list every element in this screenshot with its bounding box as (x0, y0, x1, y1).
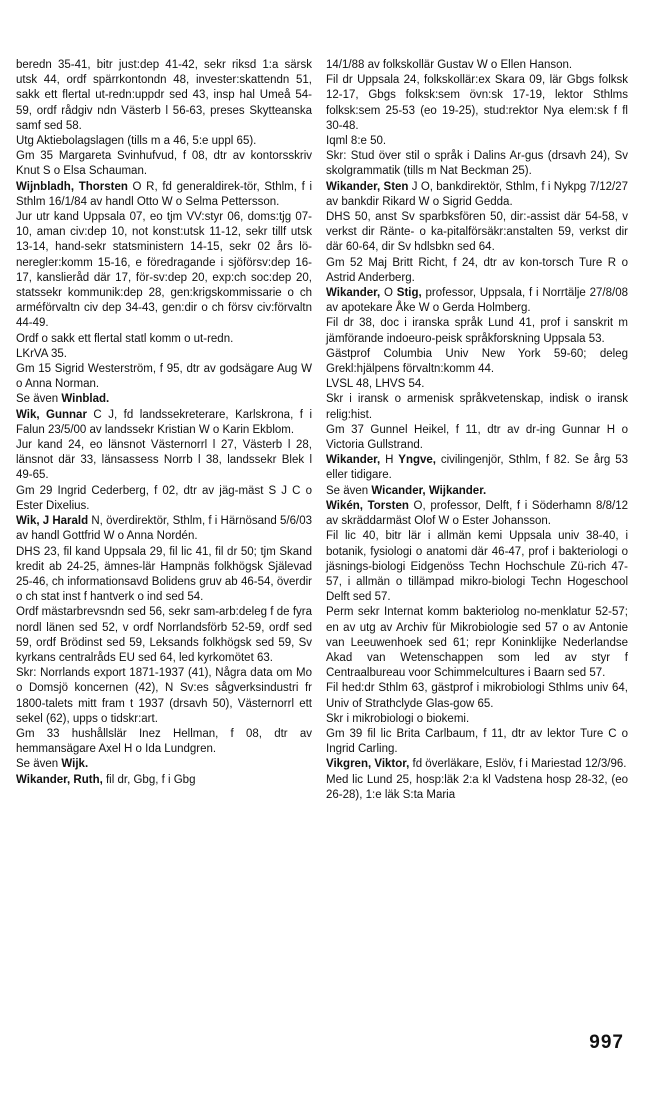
entry-text: O, professor, Delft, f i Söderhamn 8/8/12 av skräddarmäst Olof W o Ester Johansson. (326, 499, 628, 528)
entry-text: Fil dr 38, doc i iranska språk Lund 41, prof i sanskrit m jämförande indoeuro-peisk språkforskning Uppsala 53. (326, 317, 628, 345)
entry-text: Skr: Norrlands export 1871-1937 (41), Några data om Mo o Domsjö koncernen (42), N Sv:es sågverksindustri fr 1800-talets mitt fram t 1937 (drsavh 50), Västernorrl ett sekel (62), upps o tidskr:art. (16, 667, 312, 725)
entry-paragraph (16, 210, 312, 332)
entry-text: Ordf o sakk ett flertal statl komm o ut-redn. (16, 332, 234, 345)
entry-paragraph (326, 134, 628, 149)
entry-text: Fil lic 40, bitr lär i allmän kemi Uppsala univ 38-40, i botanik, fysiologi o anatomi där 46-47, prof i bakteriologi o jäsnings-biologi Eidgenöss Techn Hochschule Zü-rich 47-57, i allmän o tillämpad mikro-biologi Techn Hogeschool Delft sed 57. (326, 530, 628, 604)
entry-paragraph (16, 773, 312, 788)
entry-text: Gm 52 Maj Britt Richt, f 24, dtr av kon-torsch Ture R o Astrid Anderberg. (326, 256, 628, 284)
entry-headword: Yngve, (398, 454, 436, 467)
entry-text: fil dr, Gbg, f i Gbg (102, 773, 196, 786)
entry-paragraph (326, 286, 628, 316)
entry-text: Iqml 8:e 50. (326, 135, 387, 148)
entry-text: Se även (326, 484, 372, 497)
entry-headword: Wikén, Torsten (326, 499, 409, 512)
entry-paragraph (326, 681, 628, 711)
entry-text: Skr i mikrobiologi o biokemi. (326, 712, 470, 725)
entry-paragraph (326, 605, 628, 681)
entry-headword: Stig, (396, 287, 422, 300)
entry-text: Utg Aktiebolagslagen (tills m a 46, 5:e uppl 65). (16, 135, 257, 148)
entry-paragraph (326, 727, 628, 757)
entry-paragraph (326, 529, 628, 605)
entry-paragraph (16, 757, 312, 772)
entry-paragraph (326, 712, 628, 727)
entry-paragraph (326, 149, 628, 179)
entry-headword: Wicander, Wijkander. (371, 484, 487, 497)
entry-paragraph (16, 605, 312, 666)
entry-text: C J, fd landssekreterare, Karlskrona, f i Falun 23/5/00 av landssekr Kristian W o Karin Ekblom. (16, 408, 313, 436)
entry-paragraph (16, 408, 312, 438)
entry-text: O R, fd generaldirek-tör, Sthlm, f i Sthlm 16/1/84 av handl Otto W o Selma Pettersson. (16, 180, 313, 208)
left-column (16, 58, 312, 788)
entry-paragraph (326, 423, 628, 453)
entry-paragraph (16, 332, 312, 347)
entry-paragraph (16, 666, 312, 727)
entry-headword: Wijnbladh, Thorsten (16, 180, 128, 193)
entry-text: Med lic Lund 25, hosp:läk 2:a kl Vadstena hosp 28-32, (eo 26-28), 1:e läk S:ta Maria (326, 773, 628, 801)
entry-text: Perm sekr Internat komm bakteriolog no-menklatur 52-57; en av utg av Archiv für Mikrobiologie sed 57 o av Antonie van Leeuwenhoek sed 61; repr Koninklijke Nederlandse Akad van Wetenschappen som led av styr f Centraalbureau voor Schimmelcultures i Baarn sed 57. (326, 606, 628, 680)
entry-headword: Wik, J Harald (16, 515, 89, 528)
entry-headword: Wik, Gunnar (16, 408, 87, 421)
entry-paragraph (326, 180, 628, 210)
entry-paragraph (326, 347, 628, 377)
entry-text: Fil hed:dr Sthlm 63, gästprof i mikrobiologi Sthlms univ 64, Univ of Strathclyde Glas-gow 65. (326, 682, 628, 710)
entry-paragraph (16, 134, 312, 149)
entry-paragraph (16, 438, 312, 484)
entry-text: O (380, 287, 397, 300)
entry-paragraph (16, 180, 312, 210)
entry-paragraph (326, 377, 628, 392)
entry-paragraph (16, 727, 312, 757)
entry-paragraph (326, 484, 628, 499)
entry-text: Gm 33 hushållslär Inez Hellman, f 08, dtr av hemmansägare Axel H o Ida Lundgren. (16, 727, 312, 756)
entry-paragraph (16, 58, 312, 134)
entry-text: Gm 37 Gunnel Heikel, f 11, dtr av dr-ing Gunnar H o Victoria Gullstrand. (326, 423, 628, 452)
entry-headword: Wikander, Ruth, (16, 773, 103, 786)
entry-text: Jur kand 24, eo länsnot Västernorrl l 27, Västerb l 28, länsnot där 33, länsassess Norrb l 38, landssekr Blek l 49-65. (16, 439, 312, 482)
entry-text: Gästprof Columbia Univ New York 59-60; deleg Grekl:hjälpens förvaltn:komm 44. (326, 347, 628, 376)
entry-paragraph (326, 256, 628, 286)
entry-paragraph (16, 362, 312, 392)
entry-text: Ordf mästarbrevsndn sed 56, sekr sam-arb:deleg f de fyra nordl länen sed 52, v ordf Norrlandsförb 52-59, ordf sed 59, ordf Brödinst sed 59, Leksands folkhögsk sed 59, Sv kyrkans centralråds EU sed 64, led kyrkomötet 63. (16, 606, 312, 664)
right-column (326, 58, 628, 803)
entry-headword: Winblad. (61, 393, 110, 406)
entry-paragraph (326, 392, 628, 422)
entry-text: civilingenjör, Sthlm, f 82. Se årg 53 eller tidigare. (326, 454, 628, 482)
entry-paragraph (326, 757, 628, 772)
entry-text: H (380, 454, 399, 467)
entry-paragraph (16, 347, 312, 362)
entry-headword: Wikander, Sten (326, 180, 409, 193)
entry-text: 14/1/88 av folkskollär Gustav W o Ellen Hanson. (326, 59, 573, 71)
entry-paragraph (326, 73, 628, 134)
entry-paragraph (326, 316, 628, 346)
entry-paragraph (326, 58, 628, 73)
entry-paragraph (326, 499, 628, 529)
entry-paragraph (326, 453, 628, 483)
entry-headword: Vikgren, Viktor, (326, 758, 410, 771)
entry-paragraph (16, 484, 312, 514)
page-number: 997 (589, 1032, 624, 1053)
entry-headword: Wikander, (326, 454, 381, 467)
entry-paragraph (326, 210, 628, 256)
entry-text: professor, Uppsala, f i Norrtälje 27/8/08 av apotekare Åke W o Gerda Holmberg. (326, 287, 628, 315)
entry-paragraph (16, 545, 312, 606)
entry-text: Gm 35 Margareta Svinhufvud, f 08, dtr av kontorsskriv Knut S o Elsa Schauman. (16, 150, 312, 178)
entry-headword: Wijk. (61, 758, 89, 771)
entry-text: Jur utr kand Uppsala 07, eo tjm VV:styr 06, doms:tjg 07-10, aman civ:dep 10, not konst:utsk 11-12, sekr tillf utsk 13-14, hand-sekr statsministern 14-15, sekr 02 års lö-neregler:komm 15-16, e föredragande i sjöförsv:dep 16-17, kanslieråd där 17, för-sv:dep 20, exp:ch soc:dep 20, statssekr kommunik:dep 28, gen:krigskommissarie o ch arméförvaltn civ dep 34-43, gen:dir o ch försv civ:förvaltn 44-49. (16, 211, 312, 330)
entry-text: Gm 15 Sigrid Westerström, f 95, dtr av godsägare Aug W o Anna Norman. (16, 363, 312, 391)
entry-paragraph (16, 149, 312, 179)
entry-headword: Wikander, (326, 287, 381, 300)
entry-text: DHS 50, anst Sv sparbksfören 50, dir:-assist där 54-58, v verkst dir Ränte- o ka-pitalförsäkr:anstalten 59, verkst dir där 60-64, dir Sv hdlsbkn sed 64. (326, 211, 628, 254)
entry-text: Fil dr Uppsala 24, folkskollär:ex Skara 09, lär Gbgs folksk 12-17, Gbgs folksk:sem övn:sk 17-19, lektor Sthlms folksk:sem 25-53 (eo 19-25), stud:rektor Nya elem:sk f fl 30-48. (326, 74, 628, 132)
entry-text: Se även (16, 393, 62, 406)
entry-text: beredn 35-41, bitr just:dep 41-42, sekr riksd 1:a särsk utsk 44, ordf spärrkontondn 48, invester:skattendn 51, sakk ett flertal ut-redn:uppdr sed 43, insp hal Umeå 54-59, ordf rådgiv ndn Västerb l 56-63, preses Skytteanska samf sed 58. (16, 59, 312, 132)
entry-text: Skr i iransk o armenisk språkvetenskap, indisk o iransk relig:hist. (326, 393, 628, 421)
entry-text: fd överläkare, Eslöv, f i Mariestad 12/3/96. (409, 758, 627, 771)
entry-text: Gm 29 Ingrid Cederberg, f 02, dtr av jäg-mäst S J C o Ester Dixelius. (16, 484, 312, 512)
entry-paragraph (16, 514, 312, 544)
entry-text: Gm 39 fil lic Brita Carlbaum, f 11, dtr av lektor Ture C o Ingrid Carling. (326, 727, 628, 756)
entry-text: LKrVA 35. (16, 347, 67, 360)
entry-text: DHS 23, fil kand Uppsala 29, fil lic 41, fil dr 50; tjm Skand kredit ab 24-25, ämnes-lär Hampnäs folkhögsk Själevad 25-46, ch informationsavd Bolidens gruv ab 46-54, överdir o ch stat inst f hantverk o ind sed 54. (16, 545, 312, 604)
entry-text: N, överdirektör, Sthlm, f i Härnösand 5/6/03 av handl Gottfrid W o Anna Nordén. (16, 515, 312, 543)
entry-text: J O, bankdirektör, Sthlm, f i Nykpg 7/12/27 av bankdir Rikard W o Sigrid Gedda. (326, 180, 628, 208)
entry-text: LVSL 48, LHVS 54. (326, 378, 425, 391)
entry-paragraph (326, 773, 628, 803)
entry-text: Skr: Stud över stil o språk i Dalins Ar-gus (drsavh 24), Sv skolgrammatik (tills m Nat Beckman 25). (326, 150, 628, 178)
entry-paragraph (16, 392, 312, 407)
entry-text: Se även (16, 758, 62, 771)
